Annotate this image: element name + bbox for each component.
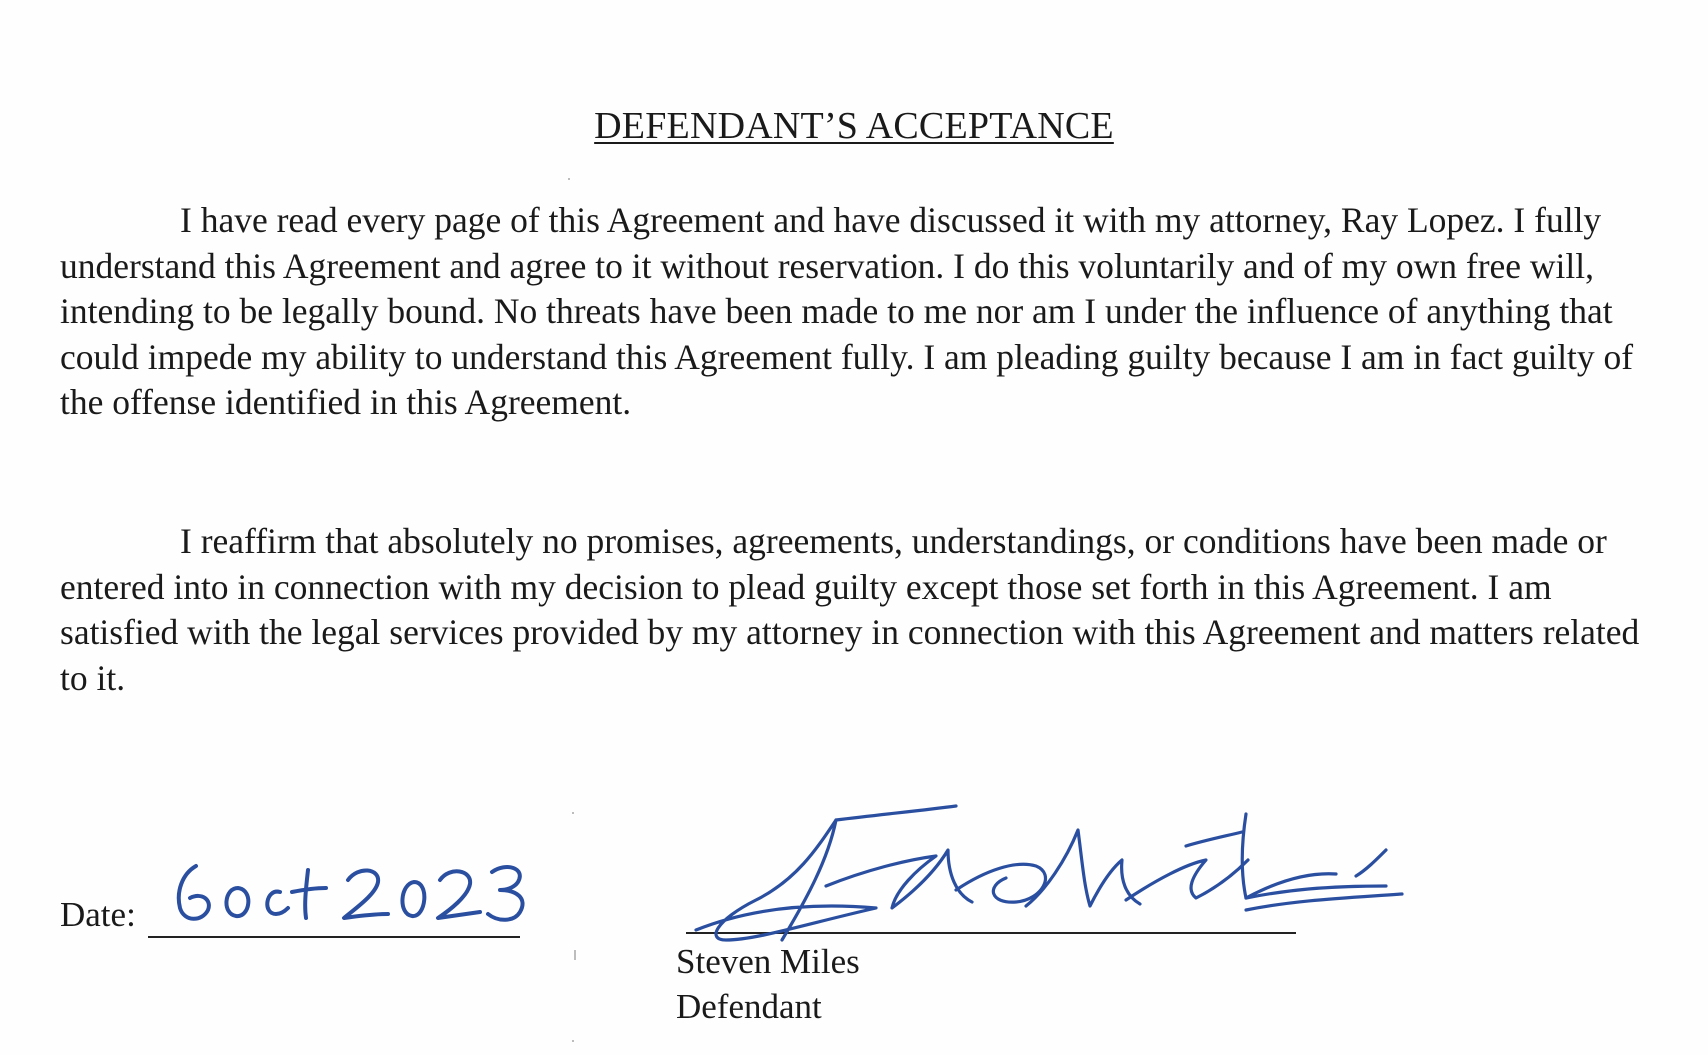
handwritten-date [168,848,548,938]
title-text: DEFENDANT’S ACCEPTANCE [594,105,1114,147]
paragraph-1-text: I have read every page of this Agreement and have discussed it with my attorney, Ray Lopez. I fully understand this Agreement and agree to it without reservation. I do this voluntarily and of my own free will, intending to be legally bound. No threats have been made to me nor am I under the influence of anything that could impede my ability to understand this Agreement fully. I am pleading guilty because I am in fact guilty of the offense identified in this Agreement. [60,200,1634,422]
document-title [0,104,1708,148]
signature [686,790,1406,960]
signer-role: Defendant [676,987,822,1026]
paragraph-1 [60,198,1640,426]
scan-speck [574,950,576,960]
scan-speck [568,178,570,180]
scan-speck [572,812,574,814]
signer-name: Steven Miles [676,942,860,981]
paragraph-2-text: I reaffirm that absolutely no promises, agreements, understandings, or conditions have been made or entered into in connection with my decision to plead guilty except those set forth in this Agreement. I am satisfied with the legal services provided by my attorney in connection with this Agreement and matters related to it. [60,521,1640,698]
paragraph-2 [60,519,1640,701]
scan-speck [572,1040,574,1042]
date-label: Date: [60,895,136,934]
